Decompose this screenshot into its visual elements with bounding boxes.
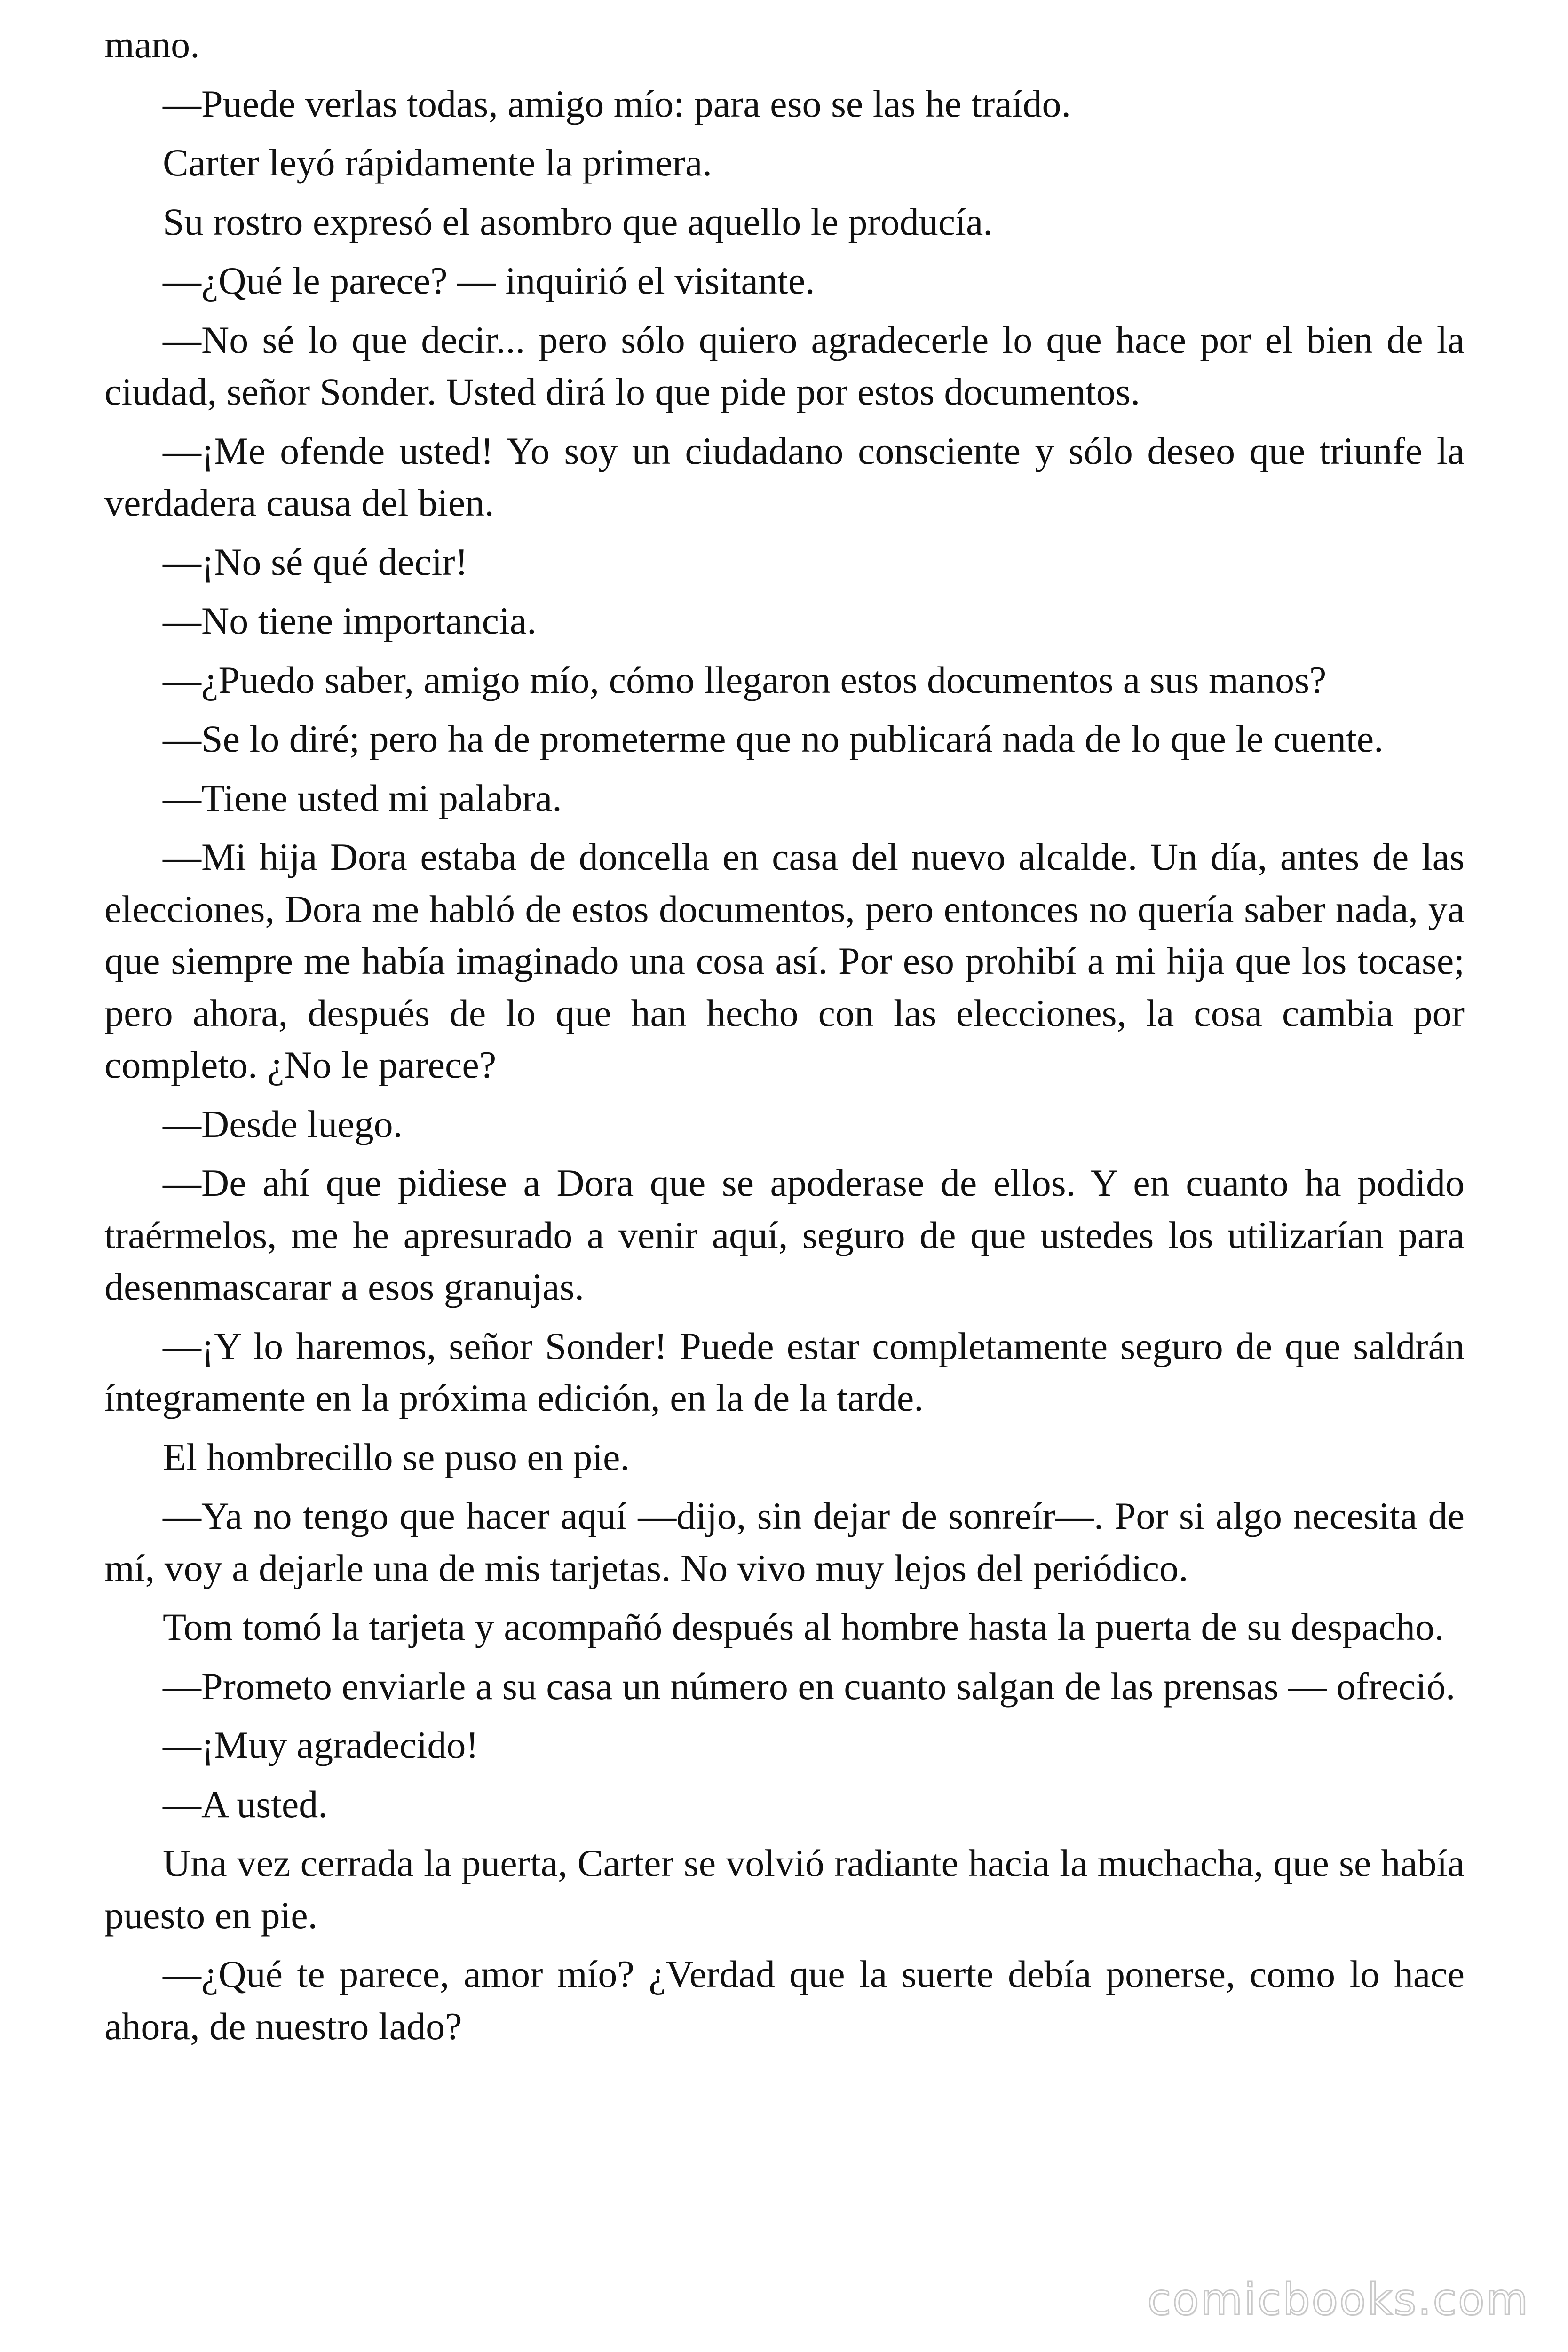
paragraph: Tom tomó la tarjeta y acompañó después al hombre hasta la puerta de su despacho. — [163, 1605, 1444, 1648]
paragraph: —¡Me ofende usted! Yo soy un ciudadano consciente y sólo deseo que triunfe la verdadera causa del bien. — [104, 429, 1465, 524]
paragraph: —Prometo enviarle a su casa un número en cuanto salgan de las prensas — ofreció. — [163, 1664, 1456, 1708]
body-text — [104, 19, 1465, 2059]
paragraph: —De ahí que pidiese a Dora que se apoderase de ellos. Y en cuanto ha podido traérmelos, me he apresurado a venir aquí, seguro de que ustedes los utilizarían para desenmascarar a esos granujas. — [104, 1161, 1465, 1308]
paragraph: —Se lo diré; pero ha de prometerme que no publicará nada de lo que le cuente. — [163, 717, 1384, 760]
paragraph: —Ya no tengo que hacer aquí —dijo, sin dejar de sonreír—. Por si algo necesita de mí, voy a dejarle una de mis tarjetas. No vivo muy lejos del periódico. — [104, 1494, 1465, 1589]
paragraph: —¡Y lo haremos, señor Sonder! Puede estar completamente seguro de que saldrán íntegramente en la próxima edición, en la de la tarde. — [104, 1324, 1465, 1419]
paragraph: Carter leyó rápidamente la primera. — [163, 141, 712, 184]
paragraph: —¿Qué le parece? — inquirió el visitante. — [163, 259, 815, 302]
paragraph: —Desde luego. — [163, 1102, 403, 1145]
paragraph: —¿Qué te parece, amor mío? ¿Verdad que la suerte debía ponerse, como lo hace ahora, de nuestro lado? — [104, 1953, 1465, 2048]
paragraph: —¡Muy agradecido! — [163, 1724, 479, 1766]
paragraph: mano. — [104, 23, 200, 66]
paragraph: —¡No sé qué decir! — [163, 540, 468, 583]
paragraph: —No tiene importancia. — [163, 599, 537, 642]
paragraph: —A usted. — [163, 1782, 328, 1826]
paragraph: Una vez cerrada la puerta, Carter se volvió radiante hacia la muchacha, que se había puesto en pie. — [104, 1842, 1465, 1937]
watermark: comicbooks.com — [1147, 2274, 1529, 2325]
paragraph: —No sé lo que decir... pero sólo quiero agradecerle lo que hace por el bien de la ciudad, señor Sonder. Usted dirá lo que pide por estos documentos. — [104, 318, 1465, 413]
paragraph: —Puede verlas todas, amigo mío: para eso se las he traído. — [163, 82, 1071, 125]
paragraph: Su rostro expresó el asombro que aquello le producía. — [163, 200, 993, 243]
paragraph: El hombrecillo se puso en pie. — [163, 1435, 630, 1478]
paragraph: —¿Puedo saber, amigo mío, cómo llegaron estos documentos a sus manos? — [163, 658, 1327, 701]
paragraph: —Mi hija Dora estaba de doncella en casa del nuevo alcalde. Un día, antes de las elecciones, Dora me habló de estos documentos, pero entonces no quería saber nada, ya que siempre me había imaginado una cosa así. Por eso prohibí a mi hija que los tocase; pero ahora, después de lo que han hecho con las elecciones, la cosa cambia por completo. ¿No le parece? — [104, 835, 1465, 1086]
paragraph: —Tiene usted mi palabra. — [163, 776, 562, 819]
